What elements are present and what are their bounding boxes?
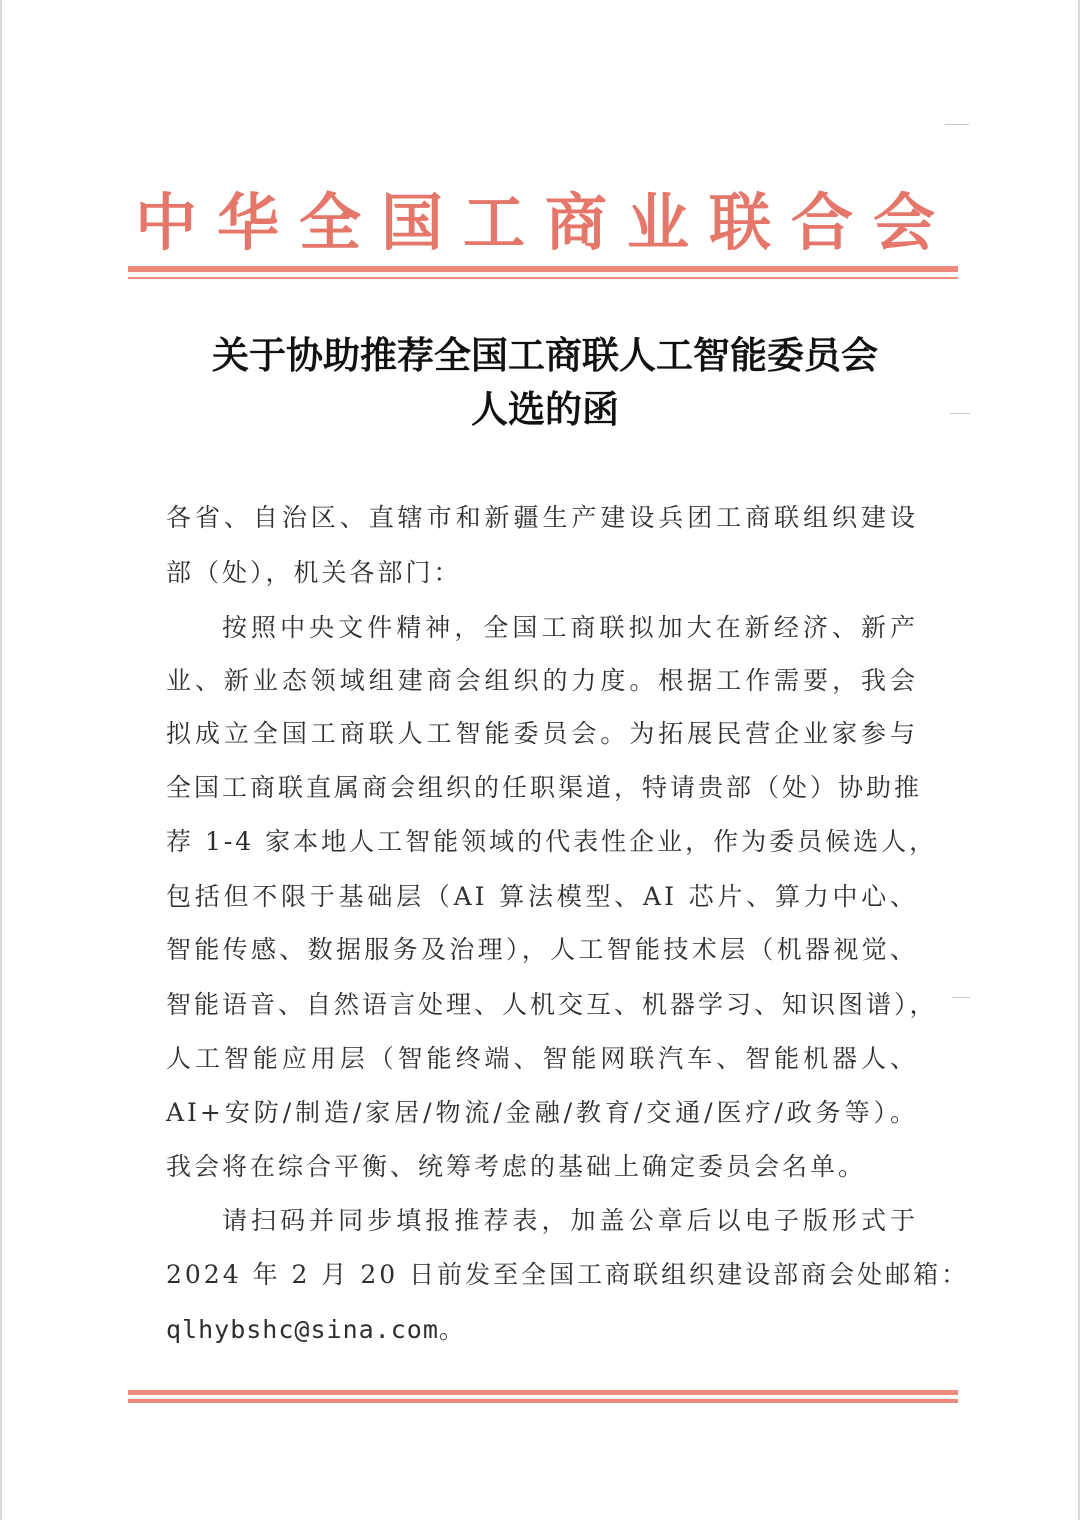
document-title-line-1: 关于协助推荐全国工商联人工智能委员会 <box>212 333 878 377</box>
paragraph-line: 按照中央文件精神，全国工商联拟加大在新经济、新产 <box>222 613 918 642</box>
letterhead-rule-thick <box>128 266 958 272</box>
scan-artifact <box>945 124 969 125</box>
document-title-line-2: 人选的函 <box>471 387 619 431</box>
paragraph-line: 全国工商联直属商会组织的任职渠道，特请贵部（处）协助推 <box>166 773 923 802</box>
letterhead-rule-thin <box>128 277 958 279</box>
letterhead-organization: 中华全国工商业联合会 <box>134 186 955 259</box>
paragraph-line: 智能语音、自然语言处理、人机交互、机器学习、知识图谱）， <box>166 990 938 1019</box>
paragraph-line: 我会将在综合平衡、统筹考虑的基础上确定委员会名单。 <box>166 1152 867 1181</box>
paragraph-line: 业、新业态领域组建商会组织的力度。根据工作需要，我会 <box>166 666 918 695</box>
paragraph-line: 荐 1-4 家本地人工智能领域的代表性企业，作为委员候选人， <box>166 827 938 856</box>
footer-rule-thick <box>128 1390 958 1395</box>
paragraph-line: 人工智能应用层（智能终端、智能网联汽车、智能机器人、 <box>166 1044 918 1073</box>
paragraph-line: 包括但不限于基础层（AI 算法模型、AI 芯片、算力中心、 <box>166 882 918 911</box>
scan-artifact <box>952 997 970 998</box>
paragraph-line: 拟成立全国工商联人工智能委员会。为拓展民营企业家参与 <box>166 719 918 748</box>
paragraph-line: 请扫码并同步填报推荐表，加盖公章后以电子版形式于 <box>222 1206 918 1235</box>
addressee-line: 部（处），机关各部门： <box>166 558 462 587</box>
paragraph-line: AI+安防/制造/家居/物流/金融/教育/交通/医疗/政务等）。 <box>166 1098 918 1127</box>
footer-rule-thin <box>128 1399 958 1403</box>
paragraph-line: 智能传感、数据服务及治理），人工智能技术层（机器视觉、 <box>166 935 918 964</box>
email-address: qlhybshc@sina.com。 <box>166 1315 465 1344</box>
paragraph-line: 2024 年 2 月 20 日前发至全国工商联组织建设部商会处邮箱： <box>166 1260 970 1289</box>
addressee-line: 各省、自治区、直辖市和新疆生产建设兵团工商联组织建设 <box>166 503 918 532</box>
